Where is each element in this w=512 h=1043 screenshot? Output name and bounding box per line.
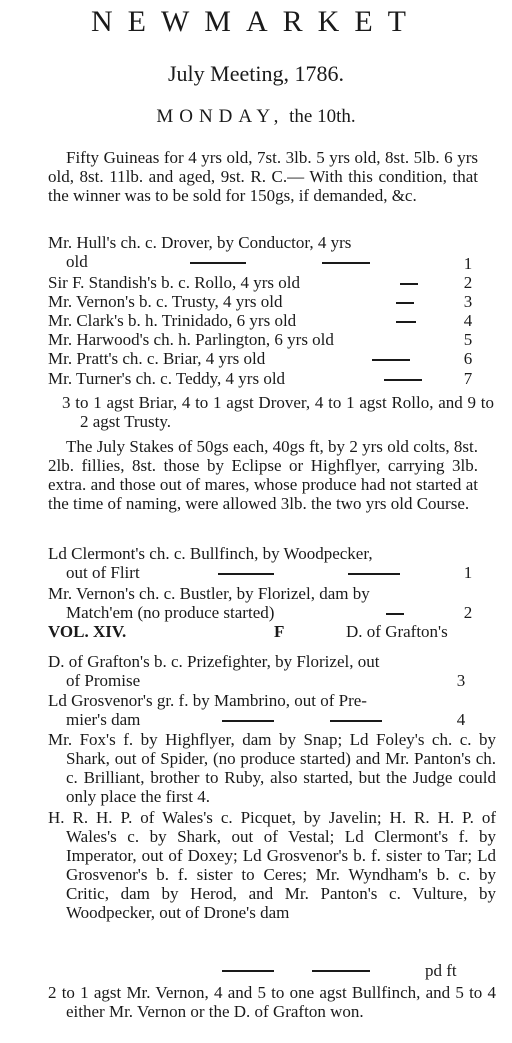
entry-line: Mr. Harwood's ch. h. Parlington, 6 yrs old xyxy=(48,330,334,349)
entry-line: Mr. Vernon's ch. c. Bustler, by Florizel, dam by xyxy=(48,584,370,603)
race2-paid-forfeit: H. R. H. P. of Wales's c. Picquet, by Javelin; H. R. H. P. of Wales's c. by Shark, out of Vestal; Ld Clermont's f. by Imperator, out of Doxey; Ld Grosvenor's b. f. sister to Tar; Ld Grosvenor's b. f. sister to Ceres; Mr. Wyndham's b. c. by Critic, dam by Herod, and Mr. Panton's c. Vulture, by Woodpecker, out of Drone's dam xyxy=(48,808,496,922)
day-name: MONDAY, xyxy=(156,106,285,127)
dash-rule xyxy=(396,302,414,304)
paid-forfeit-mark: pd ft xyxy=(425,961,457,980)
dash-rule xyxy=(190,262,246,264)
placing: 2 xyxy=(463,603,473,622)
dash-rule xyxy=(372,359,410,361)
entry-line: Mr. Hull's ch. c. Drover, by Conductor, 4 yrs xyxy=(48,233,352,252)
entry-line: Mr. Clark's b. h. Trinidado, 6 yrs old xyxy=(48,311,297,330)
meeting-heading: July Meeting, 1786. xyxy=(168,61,344,86)
race1-conditions: Fifty Guineas for 4 yrs old, 7st. 3lb. 5 yrs old, 8st. 5lb. 6 yrs old, 8st. 11lb. and aged, 9st. R. C.— With this condition, that the winner was to be sold for 150gs, if demanded, &c. xyxy=(48,148,478,205)
entry-line: of Promise xyxy=(66,671,141,690)
placing: 2 xyxy=(463,273,473,292)
dash-rule xyxy=(330,720,382,722)
entry-line: Mr. Vernon's b. c. Trusty, 4 yrs old xyxy=(48,292,283,311)
placing: 3 xyxy=(463,292,473,311)
race2-betting: 2 to 1 agst Mr. Vernon, 4 and 5 to one agst Bullfinch, and 5 to 4 either Mr. Vernon or the D. of Grafton won. xyxy=(48,983,496,1021)
entry-line: out of Flirt xyxy=(66,563,140,582)
placing: 5 xyxy=(463,330,473,349)
placing: 3 xyxy=(456,671,466,690)
placing: 1 xyxy=(463,563,473,582)
placing: 4 xyxy=(456,710,466,729)
printer-signature: F xyxy=(274,622,285,641)
race1-betting: 3 to 1 agst Briar, 4 to 1 agst Drover, 4 to 1 agst Rollo, and 9 to 2 agst Trusty. xyxy=(62,393,494,431)
entry-line: Ld Clermont's ch. c. Bullfinch, by Woodpecker, xyxy=(48,544,373,563)
dash-rule xyxy=(400,283,418,285)
entry-line: Match'em (no produce started) xyxy=(66,603,275,622)
entry-line: mier's dam xyxy=(66,710,141,729)
day-date: the 10th. xyxy=(289,106,356,127)
race1-entry-1 xyxy=(48,233,472,271)
dash-rule xyxy=(322,262,370,264)
dash-rule xyxy=(218,573,274,575)
placing: 4 xyxy=(463,311,473,330)
dash-rule xyxy=(312,970,370,972)
catchword: D. of Grafton's xyxy=(346,622,448,641)
race2-entry-1 xyxy=(48,544,472,582)
placing: 1 xyxy=(463,254,473,273)
dash-rule xyxy=(384,379,422,381)
race2-conditions: The July Stakes of 50gs each, 40gs ft, by 2 yrs old colts, 8st. 2lb. fillies, 8st. those by Eclipse or Highflyer, carrying 3lb. extra. and those out of mares, whose produce had not started at the time of naming, were allowed 3lb. the two yrs old Course. xyxy=(48,437,478,513)
race2-entry-4 xyxy=(48,691,472,729)
dash-rule xyxy=(386,613,404,615)
race2-also-started: Mr. Fox's f. by Highflyer, dam by Snap; Ld Foley's ch. c. by Shark, out of Spider, (no produce started) and Mr. Panton's ch. c. Brilliant, brother to Ruby, also started, but the Judge could only place the first 4. xyxy=(48,730,496,806)
dash-rule xyxy=(222,970,274,972)
entry-line: old xyxy=(66,252,88,271)
entry-line: Mr. Pratt's ch. c. Briar, 4 yrs old xyxy=(48,349,266,368)
placing: 7 xyxy=(463,369,473,388)
race2-entry-3 xyxy=(48,652,472,690)
dash-rule xyxy=(348,573,400,575)
entry-line: D. of Grafton's b. c. Prizefighter, by Florizel, out xyxy=(48,652,380,671)
placing: 6 xyxy=(463,349,473,368)
entry-line: Ld Grosvenor's gr. f. by Mambrino, out of Pre- xyxy=(48,691,367,710)
volume-number: VOL. XIV. xyxy=(48,622,127,641)
day-heading xyxy=(0,103,512,131)
entry-line: Mr. Turner's ch. c. Teddy, 4 yrs old xyxy=(48,369,286,388)
race1-entry-5 xyxy=(48,330,472,349)
dash-rule xyxy=(396,321,416,323)
dash-rule xyxy=(222,720,274,722)
page-title: NEWMARKET xyxy=(91,5,421,38)
entry-line: Sir F. Standish's b. c. Rollo, 4 yrs old xyxy=(48,273,301,292)
race2-entry-2 xyxy=(48,584,472,622)
